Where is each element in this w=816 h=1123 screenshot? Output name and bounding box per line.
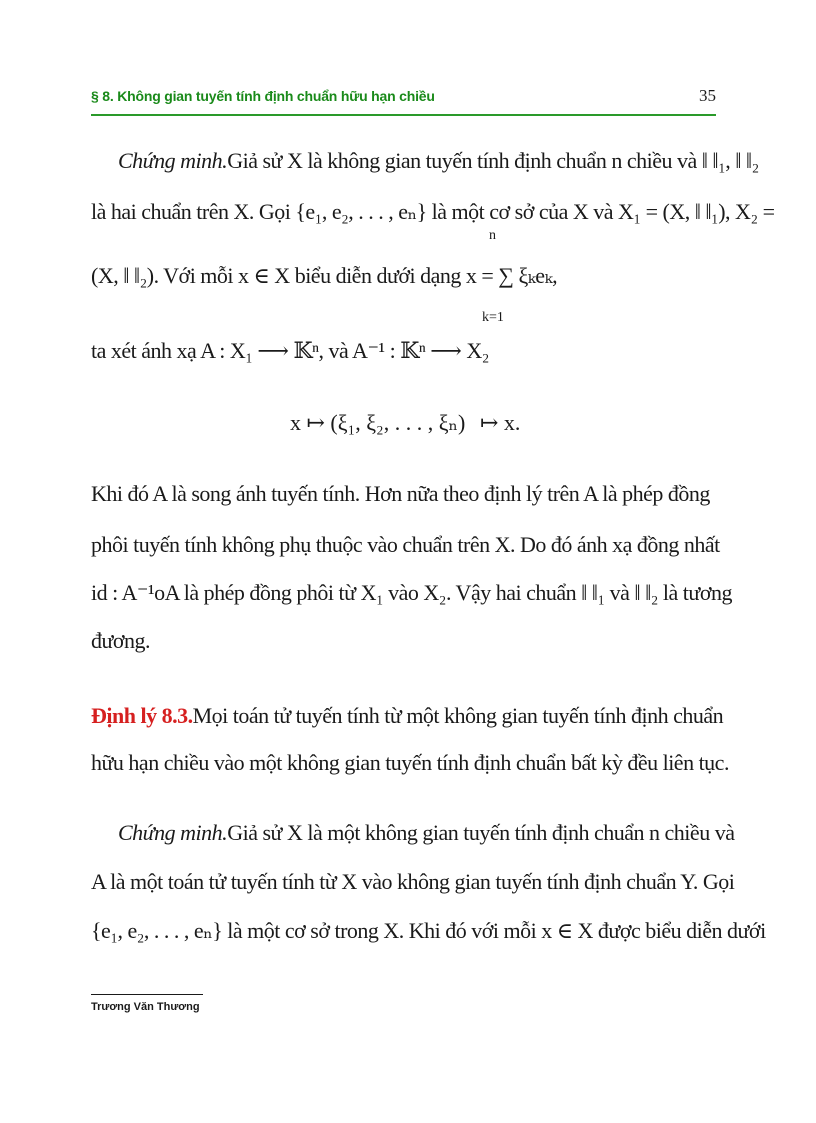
theorem-text: Mọi toán tử tuyến tính từ một không gian tuyến tính định chuẩn — [192, 703, 724, 728]
proof2-line-3 — [91, 918, 766, 944]
footer-author: Trương Văn Thương — [91, 1001, 200, 1013]
footer-divider — [91, 994, 203, 995]
proof-label: Chứng minh. — [118, 820, 228, 845]
map-right: ↦ x. — [480, 410, 521, 435]
theorem-line-1 — [91, 703, 724, 729]
theorem-label: Định lý 8.3. — [91, 703, 193, 728]
proof-text: Giả sử X là không gian tuyến tính định chuẩn n chiều và ‖ ‖₁, ‖ ‖₂ — [227, 148, 759, 173]
header-divider — [91, 114, 716, 116]
proof-text: {e₁, e₂, . . . , eₙ} là một cơ sở trong X. Khi đó với mỗi x ∈ X được biểu diễn dưới — [91, 918, 766, 943]
proof-label: Chứng minh. — [118, 148, 228, 173]
theorem-line-2 — [91, 750, 729, 776]
proof1-line-2 — [91, 199, 775, 225]
proof1-line-4 — [91, 338, 489, 364]
sum-lower-limit: k=1 — [482, 310, 504, 325]
page-header — [91, 86, 716, 112]
proof-text: phôi tuyến tính không phụ thuộc vào chuẩn trên X. Do đó ánh xạ đồng nhất — [91, 532, 720, 557]
map-left: x ↦ (ξ₁, ξ₂, . . . , ξₙ) — [290, 410, 466, 435]
proof-text: (X, ‖ ‖₂). Với mỗi x ∈ X biểu diễn dưới dạng x = ∑ ξₖeₖ, — [91, 263, 558, 288]
proof1-line-3 — [91, 263, 557, 289]
proof1-line-5 — [91, 481, 716, 507]
sum-upper-limit: n — [489, 228, 496, 243]
proof1-line-7 — [91, 580, 732, 606]
proof1-line-1 — [118, 148, 759, 174]
proof-text: đương. — [91, 628, 151, 653]
theorem-text: hữu hạn chiều vào một không gian tuyến tính định chuẩn bất kỳ đều liên tục. — [91, 750, 729, 775]
proof-text: id : A⁻¹oA là phép đồng phôi từ X₁ vào X₂. Vậy hai chuẩn ‖ ‖₁ và ‖ ‖₂ là tương — [91, 580, 732, 605]
proof2-line-2 — [91, 869, 735, 895]
proof-text: ta xét ánh xạ A : X₁ ⟶ 𝕂ⁿ, và A⁻¹ : 𝕂ⁿ ⟶ X₂ — [91, 338, 489, 363]
section-title: § 8. Không gian tuyến tính định chuẩn hữu hạn chiều — [91, 88, 435, 104]
proof-text: là hai chuẩn trên X. Gọi {e₁, e₂, . . . , eₙ} là một cơ sở của X và X₁ = (X, ‖ ‖₁), X₂ = — [91, 199, 775, 224]
page-number: 35 — [699, 86, 716, 105]
proof2-line-1 — [118, 820, 735, 846]
proof-text: Khi đó A là song ánh tuyến tính. Hơn nữa theo định lý trên A là phép đồng — [91, 481, 710, 506]
proof-text: A là một toán tử tuyến tính từ X vào không gian tuyến tính định chuẩn Y. Gọi — [91, 869, 735, 894]
proof1-line-8 — [91, 628, 150, 654]
proof1-line-6 — [91, 532, 720, 558]
proof-text: Giả sử X là một không gian tuyến tính định chuẩn n chiều và — [227, 820, 735, 845]
